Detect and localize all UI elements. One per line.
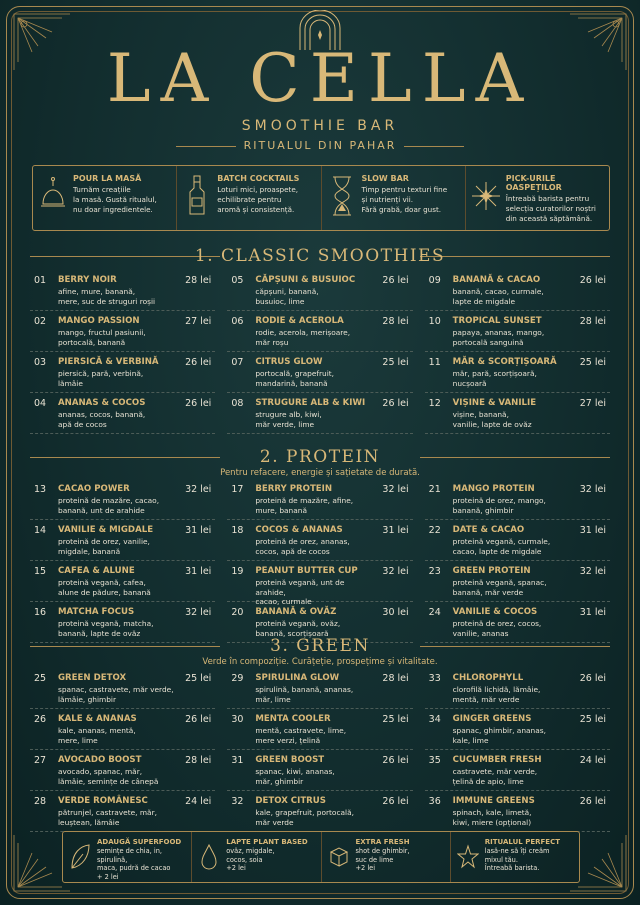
item-description-line: vanilie, lapte de ovăz [452, 419, 532, 429]
item-number: 17 [231, 484, 244, 495]
item-name: BERRY NOIR [58, 275, 117, 285]
item-description [453, 767, 573, 786]
item-description-line: proteină vegană, spanac, [452, 578, 547, 587]
item-description-line: spirulină, banană, ananas, [255, 685, 354, 694]
item-name: BERRY PROTEIN [255, 484, 333, 494]
item-number: 25 [34, 673, 47, 684]
item-description-line: proteină de mazăre, cacao, [58, 496, 160, 505]
item-description-line: proteină vegană, matcha, [58, 619, 154, 628]
item-price: 24 lei [579, 755, 606, 766]
item-price: 28 lei [579, 316, 606, 327]
item-description-line: lapte de migdale [452, 296, 516, 306]
item-description [255, 808, 375, 827]
item-price: 30 lei [382, 607, 409, 618]
item-description-line: proteină de orez, cocos, [452, 619, 542, 628]
item-name: CĂPȘUNI & BUSUIOC [255, 275, 356, 285]
item-description-line: spanac, ghimbir, ananas, [452, 726, 546, 735]
item-description-line: migdale, banană [58, 546, 121, 556]
section-header-protein [30, 447, 610, 478]
item-price: 26 lei [185, 357, 212, 368]
menu-item [30, 393, 215, 434]
item-price: 26 lei [382, 755, 409, 766]
item-description-line: portocală, banană [58, 337, 126, 347]
feature-batch [177, 166, 321, 230]
item-number: 14 [34, 525, 47, 536]
ice-cube-icon [328, 842, 350, 872]
section-title: 2. PROTEIN [259, 447, 381, 467]
item-description-line: strugure alb, kiwi, [255, 410, 322, 419]
item-name: CHLOROPHYLL [452, 673, 524, 683]
item-number: 01 [34, 275, 47, 286]
star-burst-icon [472, 174, 500, 218]
item-description [453, 537, 573, 556]
item-name: DATE & CACAO [452, 525, 525, 535]
cloche-icon [39, 174, 67, 218]
item-number: 16 [34, 607, 47, 618]
item-description [453, 685, 573, 704]
item-description-line: kale, ananas, mentă, [58, 726, 136, 735]
item-description-line: portocală, grapefruit, [255, 369, 334, 378]
menu-item [30, 520, 215, 561]
leaf-icon [69, 842, 91, 872]
addon-desc: semințe de chia, in, spirulină, maca, pudră de cacao + 2 lei [97, 847, 171, 881]
item-name: TROPICAL SUNSET [452, 316, 542, 326]
item-number: 36 [428, 796, 441, 807]
feature-title: SLOW BAR [361, 174, 409, 183]
item-price: 28 lei [185, 755, 212, 766]
item-description-line: vișine, banană, [452, 410, 509, 419]
item-price: 32 lei [185, 484, 212, 495]
feature-picks [466, 166, 609, 230]
item-description-line: cacao, lapte de migdale [452, 546, 542, 556]
item-number: 07 [231, 357, 244, 368]
item-description-line: căpșuni, banană, [255, 287, 319, 296]
menu-item [425, 791, 610, 832]
addon-title: LAPTE PLANT BASED [226, 838, 308, 846]
item-number: 31 [231, 755, 244, 766]
item-price: 26 lei [382, 275, 409, 286]
item-description-line: leuștean, lămâie [58, 817, 120, 827]
item-description [58, 767, 178, 786]
item-description-line: proteină vegană, ovăz, [255, 619, 341, 628]
menu-item [30, 311, 215, 352]
item-number: 09 [428, 275, 441, 286]
item-description-line: banană, lapte de ovăz [58, 628, 141, 638]
addon-title: RITUALUL PERFECT [484, 838, 560, 846]
item-description-line: banană, măr verde [452, 587, 524, 597]
addon-superfood [63, 832, 192, 882]
feature-desc: Întreabă barista pentru selecția curatorilor noștri din această săptămână. [505, 194, 596, 223]
item-number: 34 [428, 714, 441, 725]
item-price: 26 lei [185, 714, 212, 725]
item-name: BANANĂ & CACAO [452, 275, 541, 285]
item-description-line: spanac, castravete, măr verde, [58, 685, 174, 694]
item-price: 25 lei [382, 357, 409, 368]
item-price: 32 lei [579, 484, 606, 495]
item-number: 04 [34, 398, 47, 409]
item-description-line: mentă, măr verde [452, 694, 520, 704]
item-price: 25 lei [185, 673, 212, 684]
item-description-line: proteină de orez, mango, [452, 496, 546, 505]
menu-item [227, 668, 412, 709]
menu-grid-green [30, 668, 610, 832]
item-price: 31 lei [579, 525, 606, 536]
item-description [453, 578, 573, 597]
item-name: MATCHA FOCUS [58, 607, 135, 617]
item-number: 05 [231, 275, 244, 286]
item-description [58, 496, 178, 515]
item-description-line: banană, cacao, curmale, [452, 287, 544, 296]
menu-item [227, 270, 412, 311]
item-name: ANANAS & COCOS [58, 398, 146, 408]
item-description-line: măr, ghimbir [255, 776, 304, 786]
item-description [255, 496, 375, 515]
item-price: 26 lei [185, 398, 212, 409]
item-price: 26 lei [579, 796, 606, 807]
item-description [58, 287, 178, 306]
item-price: 28 lei [185, 275, 212, 286]
menu-item [30, 709, 215, 750]
menu-item [227, 520, 412, 561]
item-name: PEANUT BUTTER CUP [255, 566, 358, 576]
item-name: GINGER GREENS [452, 714, 532, 724]
star-icon [457, 842, 479, 872]
item-description-line: mere, lime [58, 735, 98, 745]
section-description: Verde în compoziție. Curățeție, prospețime și vitalitate. [202, 657, 438, 667]
item-name: CACAO POWER [58, 484, 130, 494]
feature-desc: Loturi mici, proaspete, echilibrate pentru aromă și consistență. [217, 185, 299, 214]
item-description-line: alune de pădure, banană [58, 587, 151, 597]
item-description-line: mere verzi, țelină [255, 735, 321, 745]
item-description [58, 808, 178, 827]
item-name: GREEN PROTEIN [452, 566, 531, 576]
item-description-line: piersică, pară, verbină, [58, 369, 144, 378]
item-number: 13 [34, 484, 47, 495]
menu-item [30, 479, 215, 520]
item-description [453, 287, 573, 306]
brand-subtitle: SMOOTHIE BAR [241, 118, 399, 134]
item-name: CITRUS GLOW [255, 357, 323, 367]
item-number: 18 [231, 525, 244, 536]
item-description-line: pătrunjel, castravete, măr, [58, 808, 157, 817]
item-description [255, 537, 375, 556]
menu-item [227, 393, 412, 434]
item-number: 24 [428, 607, 441, 618]
menu-item [425, 750, 610, 791]
item-number: 30 [231, 714, 244, 725]
item-description-line: mentă, castravete, lime, [255, 726, 347, 735]
item-description-line: ananas, cocos, banană, [58, 410, 146, 419]
item-description [58, 578, 178, 597]
item-description [453, 369, 573, 388]
item-description-line: proteină de mazăre, afine, [255, 496, 354, 505]
menu-item [227, 791, 412, 832]
item-description [255, 726, 375, 745]
feature-desc: Timp pentru texturi fine și nutrienți vii. Fără grabă, doar gust. [361, 185, 448, 214]
item-description [58, 537, 178, 556]
item-description [58, 685, 178, 704]
item-description [255, 328, 375, 347]
item-description [58, 726, 178, 745]
item-number: 27 [34, 755, 47, 766]
item-number: 11 [428, 357, 441, 368]
section-title: 3. GREEN [270, 636, 370, 656]
item-description-line: busuioc, lime [255, 296, 305, 306]
item-description [255, 767, 375, 786]
item-price: 26 lei [382, 398, 409, 409]
menu-item [425, 393, 610, 434]
feature-desc: Turnăm creațiile la masă. Gustă ritualul, nu doar ingredientele. [73, 185, 157, 214]
addon-desc: shot de ghimbir, suc de lime +2 lei [355, 847, 410, 873]
item-description-line: măr, lime [255, 694, 291, 704]
item-price: 25 lei [579, 714, 606, 725]
menu-item [30, 561, 215, 602]
item-description-line: portocală sanguină [452, 337, 524, 347]
item-name: COCOS & ANANAS [255, 525, 343, 535]
item-description [453, 808, 573, 827]
item-description-line: nucșoară [452, 378, 487, 388]
menu-item [425, 311, 610, 352]
item-number: 22 [428, 525, 441, 536]
tagline-text: RITUALUL DIN PAHAR [243, 139, 397, 152]
item-description-line: banană, unt de arahide [58, 505, 145, 515]
item-description-line: spanac, kiwi, ananas, [255, 767, 335, 776]
item-description [255, 287, 375, 306]
item-description [453, 328, 573, 347]
item-name: VERDE ROMÂNESC [58, 796, 148, 806]
menu-item [425, 709, 610, 750]
menu-item [30, 750, 215, 791]
item-price: 32 lei [382, 484, 409, 495]
feature-pour [33, 166, 177, 230]
item-price: 26 lei [579, 673, 606, 684]
section-description: Pentru refacere, energie și sațietate de durată. [220, 468, 420, 478]
item-name: MANGO PASSION [58, 316, 140, 326]
item-number: 10 [428, 316, 441, 327]
item-description-line: apă de cocos [58, 419, 107, 429]
item-price: 31 lei [185, 566, 212, 577]
feature-title: BATCH COCKTAILS [217, 174, 300, 183]
item-description-line: proteină vegană, unt de arahide, [255, 578, 345, 597]
item-name: VANILIE & MIGDALE [58, 525, 154, 535]
item-description-line: proteină vegană, cafea, [58, 578, 146, 587]
section-title: 1. CLASSIC SMOOTHIES [194, 246, 446, 266]
item-number: 12 [428, 398, 441, 409]
section-header-classic [30, 246, 610, 266]
item-description-line: banană, ghimbir [452, 505, 514, 515]
item-number: 28 [34, 796, 47, 807]
item-name: MANGO PROTEIN [452, 484, 535, 494]
item-description-line: avocado, spanac, măr, [58, 767, 143, 776]
item-number: 19 [231, 566, 244, 577]
item-description-line: cocos, apă de cocos [255, 546, 330, 556]
item-description-line: lămâie [58, 378, 83, 388]
item-number: 03 [34, 357, 47, 368]
item-description-line: mandarină, banană [255, 378, 328, 388]
item-price: 27 lei [579, 398, 606, 409]
item-description [255, 685, 375, 704]
item-description [58, 410, 178, 429]
item-name: SPIRULINA GLOW [255, 673, 340, 683]
bottle-icon [183, 174, 211, 218]
item-name: DETOX CITRUS [255, 796, 326, 806]
item-price: 31 lei [579, 607, 606, 618]
item-description-line: castravete, măr verde, [452, 767, 538, 776]
item-name: VANILIE & COCOS [452, 607, 538, 617]
item-name: KALE & ANANAS [58, 714, 137, 724]
item-description-line: măr verde [255, 817, 294, 827]
addon-title: ADAUGĂ SUPERFOOD [97, 838, 182, 846]
item-number: 32 [231, 796, 244, 807]
item-description-line: cacao, curmale [255, 597, 312, 607]
item-number: 23 [428, 566, 441, 577]
item-price: 31 lei [185, 525, 212, 536]
menu-item [30, 668, 215, 709]
item-description-line: lămâie, ghimbir [58, 694, 117, 704]
menu-item [30, 270, 215, 311]
item-price: 28 lei [382, 316, 409, 327]
item-description [453, 726, 573, 745]
item-number: 29 [231, 673, 244, 684]
feature-slow-bar [322, 166, 466, 230]
item-description-line: vanilie, ananas [452, 628, 509, 638]
addon-extra-fresh [322, 832, 451, 882]
item-name: MENTA COOLER [255, 714, 331, 724]
item-price: 32 lei [579, 566, 606, 577]
item-name: STRUGURE ALB & KIWI [255, 398, 366, 408]
item-number: 02 [34, 316, 47, 327]
item-price: 25 lei [382, 714, 409, 725]
item-description-line: proteină de orez, vanilie, [58, 537, 150, 546]
menu-item [425, 479, 610, 520]
features-bar [32, 165, 610, 231]
item-description-line: kale, lime [452, 735, 489, 745]
item-description [255, 369, 375, 388]
item-description-line: mere, suc de struguri roșii [58, 296, 156, 306]
item-name: CUCUMBER FRESH [452, 755, 542, 765]
item-number: 06 [231, 316, 244, 327]
menu-item [425, 561, 610, 602]
item-price: 28 lei [382, 673, 409, 684]
item-name: AVOCADO BOOST [58, 755, 142, 765]
item-description [58, 369, 178, 388]
item-number: 08 [231, 398, 244, 409]
item-number: 35 [428, 755, 441, 766]
feature-title: POUR LA MASĂ [73, 174, 142, 183]
item-description-line: mure, banană [255, 505, 307, 515]
item-name: CAFEA & ALUNE [58, 566, 135, 576]
menu-item [30, 791, 215, 832]
item-description-line: spinach, kale, limetă, [452, 808, 532, 817]
item-price: 24 lei [185, 796, 212, 807]
menu-item [30, 352, 215, 393]
menu-item [425, 668, 610, 709]
item-price: 32 lei [382, 566, 409, 577]
item-name: MĂR & SCORȚIȘOARĂ [452, 357, 557, 367]
item-number: 21 [428, 484, 441, 495]
item-name: IMMUNE GREENS [452, 796, 535, 806]
menu-grid-classic [30, 270, 610, 434]
item-description-line: kale, grapefruit, portocală, [255, 808, 354, 817]
item-description-line: țelină de apio, lime [452, 776, 524, 786]
item-description-line: rodie, acerola, merișoare, [255, 328, 351, 337]
item-name: RODIE & ACEROLA [255, 316, 344, 326]
addon-title: EXTRA FRESH [355, 838, 410, 846]
menu-item [425, 270, 610, 311]
item-description-line: proteină vegană, curmale, [452, 537, 551, 546]
item-description-line: măr roșu [255, 337, 289, 347]
drop-icon [198, 842, 220, 872]
item-price: 26 lei [579, 275, 606, 286]
item-description-line: măr verde, lime [255, 419, 315, 429]
hourglass-icon [328, 174, 356, 218]
item-number: 33 [428, 673, 441, 684]
addon-perfect-ritual [451, 832, 579, 882]
menu-item [227, 352, 412, 393]
item-price: 27 lei [185, 316, 212, 327]
item-description-line: măr, pară, scorțișoară, [452, 369, 537, 378]
item-description [453, 410, 573, 429]
item-description-line: banană, scorțișoară [255, 628, 329, 638]
item-price: 32 lei [185, 607, 212, 618]
item-description-line: mango, fructul pasiunii, [58, 328, 146, 337]
menu-item [227, 750, 412, 791]
item-name: GREEN DETOX [58, 673, 127, 683]
item-description-line: lămâie, semințe de cânepă [58, 776, 159, 786]
item-description-line: papaya, ananas, mango, [452, 328, 545, 337]
menu-item [227, 479, 412, 520]
addon-desc: ovăz, migdale, cocos, soia +2 lei [226, 847, 275, 873]
item-name: BANANĂ & OVĂZ [255, 607, 337, 617]
item-description [58, 328, 178, 347]
item-name: VIȘINE & VANILIE [452, 398, 537, 408]
item-description-line: kiwi, miere (opțional) [452, 817, 532, 827]
item-description-line: afine, mure, banană, [58, 287, 136, 296]
item-description-line: clorofilă lichidă, lămâie, [452, 685, 541, 694]
item-description [453, 496, 573, 515]
menu-item [227, 311, 412, 352]
menu-item [227, 561, 412, 607]
brand-title: LA CELLA [106, 40, 534, 117]
section-header-green [30, 636, 610, 667]
item-price: 26 lei [382, 796, 409, 807]
item-price: 25 lei [579, 357, 606, 368]
feature-title: PICK-URILE OASPEȚILOR [505, 174, 562, 192]
item-price: 31 lei [382, 525, 409, 536]
menu-grid-protein [30, 479, 610, 643]
addon-desc: lasă-ne să îți creăm mixul tău. Întreabă barista. [484, 847, 550, 873]
item-name: PIERSICĂ & VERBINĂ [58, 357, 159, 367]
addons-bar [62, 831, 580, 883]
item-number: 26 [34, 714, 47, 725]
item-name: GREEN BOOST [255, 755, 325, 765]
menu-item [227, 709, 412, 750]
menu-item [425, 520, 610, 561]
addon-plant-milk [192, 832, 321, 882]
item-number: 15 [34, 566, 47, 577]
item-description-line: proteină de orez, ananas, [255, 537, 350, 546]
tagline [0, 139, 640, 152]
menu-item [425, 352, 610, 393]
item-description [255, 410, 375, 429]
item-number: 20 [231, 607, 244, 618]
